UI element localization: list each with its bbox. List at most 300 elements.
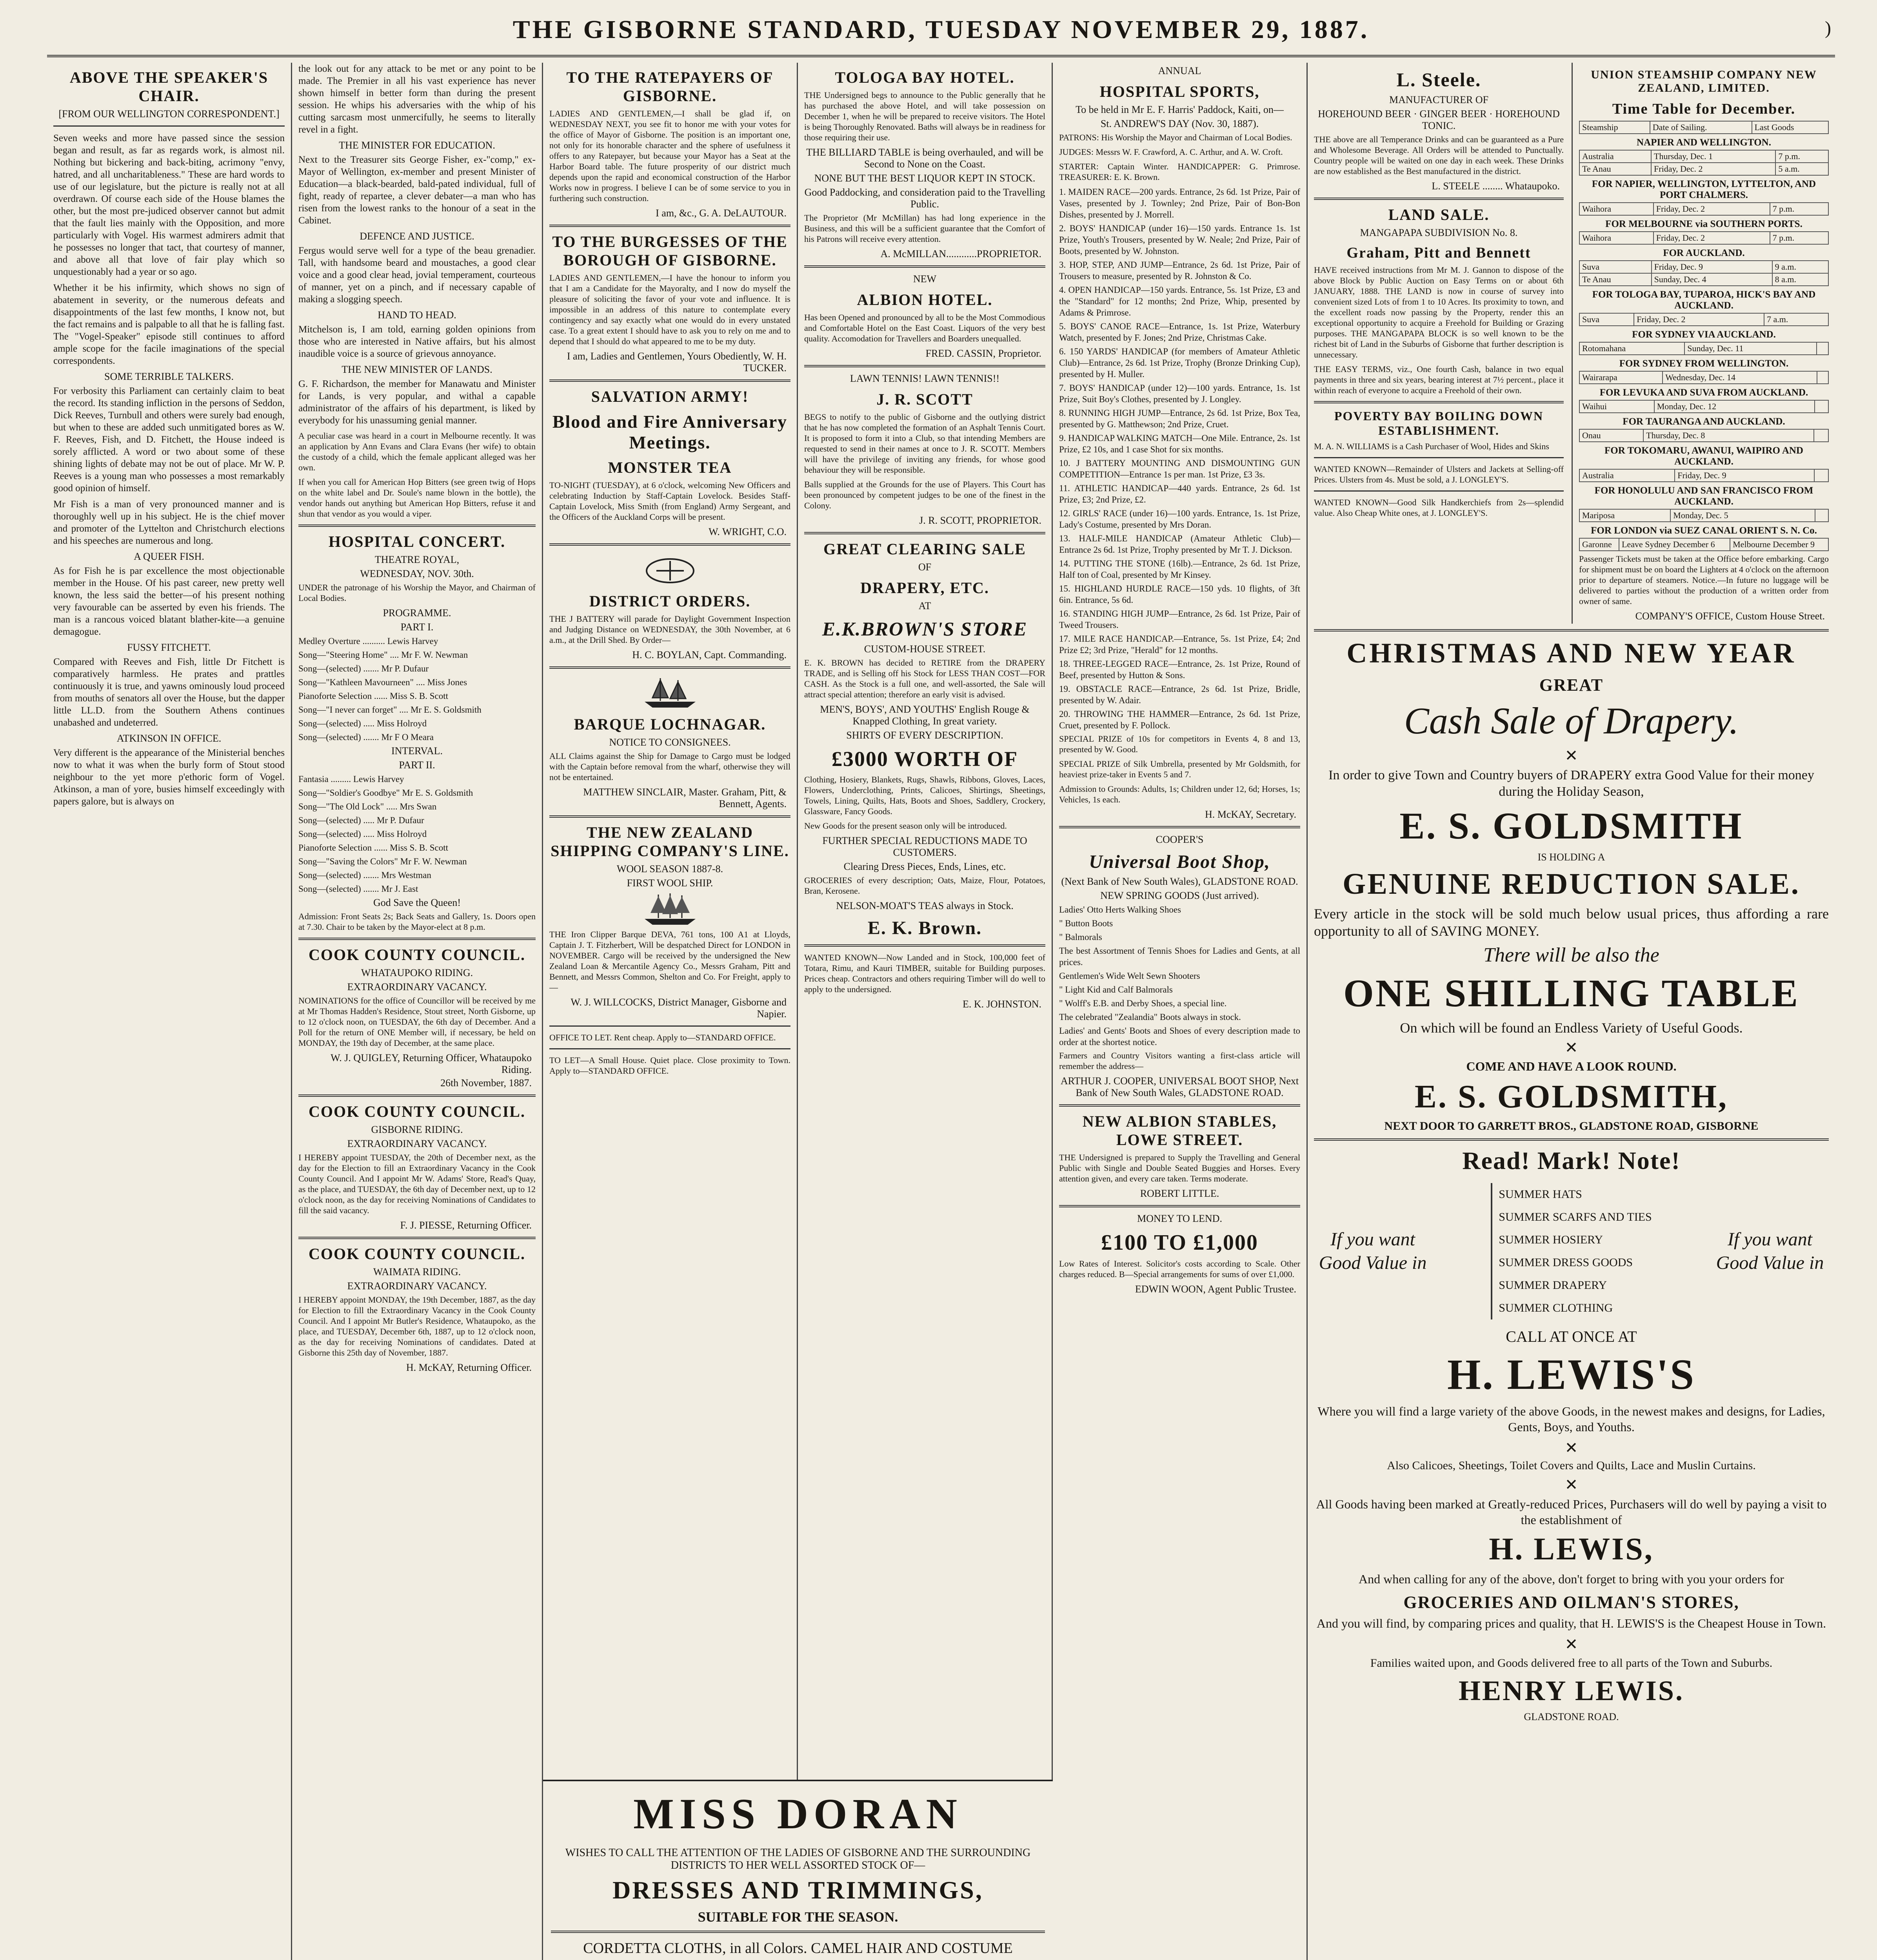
table-cell [1815, 509, 1828, 522]
table-cell: Friday, Dec. 2 [1634, 313, 1764, 326]
programme-item: Fantasia ......... Lewis Harvey [298, 774, 404, 784]
summer-item: SUMMER DRESS GOODS [1499, 1256, 1633, 1269]
divider [804, 532, 1045, 534]
table-row [1579, 313, 1828, 326]
land-firm: Graham, Pitt and Bennett [1346, 245, 1531, 261]
table-row [1579, 509, 1828, 522]
notice-body: LADIES AND GENTLEMEN,—I have the honour to inform you that I am a Candidate for the Mayoralty, and I now do myself the pleasure of soliciting the favor of your vote and influence. It is impossible in an address of this nature to contemplate every contingency and say exactly what one would do in every unstated case. To a great extent I should have to ask you to rely on me and to depend that I should do what appeared to me to be my duty. [549, 273, 790, 346]
albion-title: ALBION HOTEL. [857, 291, 993, 309]
programme-list [298, 635, 536, 743]
article-subheading: FUSSY FITCHETT. [127, 642, 211, 653]
article-paragraph: Mr Fish is a man of very pronounced manner and is thoroughly well up in his subject. He is the chief mover and promoter of the Lyttelton and Christchurch elections and his speeches are numerous and long. [53, 499, 285, 546]
newspaper-title: THE GISBORNE STANDARD, TUESDAY NOVEMBER 29, 1887. [512, 15, 1370, 44]
sale-of: OF [918, 561, 932, 573]
programme-item: Song—"Saving the Colors" Mr F. W. Newman [298, 857, 467, 866]
sports-event: 16. STANDING HIGH JUMP—Entrance, 2s 6d. 1st Prize, Pair of Tweed Trousers. [1059, 609, 1300, 630]
divider [804, 365, 1045, 367]
sale-store: E.K.BROWN'S STORE [822, 618, 1028, 640]
sports-event: 12. GIRLS' RACE (under 16)—100 yards. Entrance, 1s. 1st Prize, Lady's Costume, presented by Mrs Doran. [1059, 508, 1300, 530]
boiling-title: POVERTY BAY BOILING DOWN ESTABLISHMENT. [1334, 409, 1544, 437]
genuine-sale: GENUINE REDUCTION SALE. [1343, 867, 1800, 900]
route-table [1579, 429, 1829, 442]
hotel-paddock: Good Paddocking, and consideration paid to the Travelling Public. [804, 187, 1045, 210]
table-cell: Friday, Dec. 9 [1675, 469, 1814, 482]
sports-event: 13. HALF-MILE HANDICAP (Amateur Athletic Club)—Entrance 2s 6d. 1st Prize, Trophy presented by Mr T. J. Dickson. [1059, 534, 1300, 555]
divider [1314, 401, 1564, 403]
council-riding: WHATAUPOKO RIDING. [361, 967, 473, 978]
lewis-big: H. LEWIS'S [1447, 1350, 1696, 1398]
programme-item: Song—"Steering Home" .... Mr F. W. Newman [298, 650, 468, 660]
sale-goods: New Goods for the present season only will be introduced. [804, 821, 1007, 831]
table-row [1579, 429, 1828, 442]
sports-event: 15. HIGHLAND HURDLE RACE—150 yds. 10 flights, of 3ft 6in. Entrance, 5s 6d. [1059, 584, 1300, 605]
barque-signature: MATTHEW SINCLAIR, Master. Graham, Pitt, & Bennett, Agents. [583, 786, 787, 809]
great-label: GREAT [1539, 675, 1604, 695]
programme-item: Pianoforte Selection ...... Miss S. B. Scott [298, 843, 449, 853]
programme-part: PART II. [399, 759, 435, 771]
scott-body: BEGS to notify to the public of Gisborne and the outlying district that he has now completed the formation of an Asphalt Tennis Court. It is proposed to form it into a Club, so that intending Members are requested to send in their names at once to J. R. SCOTT. Members will have the privilege of inviting any friends, for whose good behaviour they will be responsible. [804, 412, 1045, 475]
sports-special: SPECIAL PRIZE of Silk Umbrella, presented by Mr Goldsmith, for heaviest prize-taker in Events 5 and 7. [1059, 759, 1300, 779]
summer-item: SUMMER DRAPERY [1499, 1279, 1607, 1292]
council-date: 26th November, 1887. [440, 1077, 532, 1089]
divider [298, 1094, 536, 1097]
top-right-block [1314, 63, 1829, 624]
council-signature: W. J. QUIGLEY, Returning Officer, Whataupoko Riding. [331, 1052, 532, 1075]
ornament-icon: ✕ [1564, 747, 1578, 764]
table-cell: Rotomahana [1579, 342, 1684, 355]
sports-event: 10. J BATTERY MOUNTING AND DISMOUNTING GUN COMPETITION—Entrance 1s per man. 1st Prize, £3 3s. [1059, 458, 1300, 479]
boot-signature: ARTHUR J. COOPER, UNIVERSAL BOOT SHOP, Next Bank of New South Wales, GLADSTONE ROAD. [1060, 1075, 1299, 1098]
tennis-title: LAWN TENNIS! LAWN TENNIS!! [850, 373, 1000, 384]
programme-item: Pianoforte Selection ...... Miss S. B. Scott [298, 691, 449, 701]
sale-worth: £3000 WORTH OF [831, 747, 1018, 771]
summer-item: SUMMER HATS [1499, 1188, 1582, 1201]
council-notice: I HEREBY appoint TUESDAY, the 20th of December next, as the day for the Election to fill an Extraordinary Vacancy in the Cook County Council. And I appoint Mr W. Adams' Store, Read's Quay, as the place, and TUESDAY, the 6th day of December next, up to 12 o'clock noon, as the day for receiving Nominations of Candidates to fill the said vacancy. [298, 1152, 536, 1215]
sports-event: 18. THREE-LEGGED RACE—Entrance, 2s. 1st Prize, Round of Beef, presented by Hutton & Sons. [1059, 659, 1300, 680]
sports-judges: JUDGES: Messrs W. F. Crawford, A. C. Arthur, and A. W. Croft. [1059, 147, 1283, 157]
table-cell: Friday, Dec. 2 [1654, 203, 1770, 215]
sports-event: 11. ATHLETIC HANDICAP—440 yards. Entrance, 2s 6d. 1st Prize, £3; 2nd Prize, £2. [1059, 483, 1300, 505]
sports-event: 7. BOYS' HANDICAP (under 12)—100 yards. Entrance, 1s. 1st Prize, Suit Boy's Clothes, presented by J. Longley. [1059, 383, 1300, 404]
route-heading: FOR TOLOGA BAY, TUPAROA, HICK'S BAY AND AUCKLAND. [1592, 289, 1816, 311]
timetable-title: Time Table for December. [1612, 101, 1796, 117]
column-3 [543, 63, 798, 1960]
divider [298, 524, 536, 527]
summer-item: SUMMER CLOTHING [1499, 1301, 1613, 1314]
council-signature: H. McKAY, Returning Officer. [406, 1362, 532, 1373]
divider [551, 1931, 1045, 1933]
column-6 [1308, 63, 1835, 1960]
sale-drapery: DRAPERY, ETC. [860, 579, 989, 597]
programme-title: PROGRAMME. [383, 607, 451, 619]
table-cell: Sunday, Dec. 4 [1652, 273, 1772, 286]
money-amount: £100 TO £1,000 [1101, 1230, 1258, 1255]
table-cell: Thursday, Dec. 8 [1643, 429, 1814, 442]
sports-patrons: PATRONS: His Worship the Mayor and Chairman of Local Bodies. [1059, 132, 1292, 142]
table-cell: Suva [1579, 261, 1652, 273]
boot-address: (Next Bank of New South Wales), GLADSTONE ROAD. [1061, 876, 1298, 887]
advert-hop-bitters: If when you call for American Hop Bitters (see green twig of Hops on the white label and Dr. Soule's name blown in the bottle), the vendor hands out anything but American Hop Bitters, refuse it and shun that vendor as you would a viper. [298, 477, 536, 519]
article-subheading: THE NEW MINISTER OF LANDS. [342, 364, 492, 375]
article-paragraph: Seven weeks and more have passed since the session began and result, as far as regards work, is almost nil. Nothing but bickering and back-biting, acrimony "envy, hatred, and all uncharitableness." These are hard words to use of our legislature, but the picture is really not at all overdrawn. Of course each side of the House blames the other, but the most pre-judiced observer cannot but admit that the fault lies mainly with the Opposition, and more particularly with Vogel. His warmest admirers admit that he possesses no longer that tact, that courtesy of manner, and above all that love of fair play which so unquestionably had a year or so ago. [53, 133, 285, 277]
table-row [1579, 163, 1828, 175]
sports-event: 8. RUNNING HIGH JUMP—Entrance, 2s 6d. 1st Prize, Box Tea, presented by G. Matthewson; 2nd Prize, Cruet. [1059, 408, 1300, 429]
doran-title: MISS DORAN [633, 1790, 963, 1838]
ornament-icon: ✕ [1564, 1635, 1578, 1653]
route-table [1579, 202, 1829, 216]
table-row [1579, 261, 1828, 273]
news-item: A peculiar case was heard in a court in Melbourne recently. It was an application by Ann Evans and Clara Evans (her wife) to obtain the custody of a child, which the female applicant alleged was her own. [298, 431, 536, 472]
sale-house: CUSTOM-HOUSE STREET. [864, 643, 986, 655]
money-signature: EDWIN WOON, Agent Public Trustee. [1135, 1283, 1296, 1295]
order-text: In order to give Town and Country buyers of DRAPERY extra Good Value for their money during the Holiday Season, [1328, 768, 1814, 799]
boiling-body: M. A. N. WILLIAMS is a Cash Purchaser of Wool, Hides and Skins [1314, 441, 1549, 451]
council-notice: I HEREBY appoint MONDAY, the 19th December, 1887, as the day for Election to fill the Extraordinary Vacancy in the Cook County Council. And I appoint Mr Butler's Residence, Whataupoko, as the place, and TUESDAY, December 6th, 1887, up to 12 o'clock noon, as the day for receiving Nominations of candidates. Dated at Gisborne this 25th day of November, 1887. [298, 1295, 536, 1357]
boot-title: Universal Boot Shop, [1089, 851, 1270, 872]
shipping-first: FIRST WOOL SHIP. [627, 877, 713, 889]
route-table [1579, 469, 1829, 482]
lewis-body: And when calling for any of the above, don't forget to bring with you your orders for [1359, 1572, 1784, 1586]
lewis-body: Where you will find a large variety of the above Goods, in the newest makes and designs, for Ladies, Gents, Boys, and Youths. [1317, 1404, 1825, 1434]
xmas-title: CHRISTMAS AND NEW YEAR [1346, 637, 1796, 669]
table-cell: Garonne [1579, 538, 1619, 551]
doran-dresses: DRESSES AND TRIMMINGS, [612, 1876, 983, 1904]
house-to-let: TO LET—A Small House. Quiet place. Close proximity to Town. Apply to—STANDARD OFFICE. [549, 1055, 790, 1076]
summer-item: SUMMER SCARFS AND TIES [1499, 1210, 1652, 1223]
concert-admission: Admission: Front Seats 2s; Back Seats and Gallery, 1s. Doors open at 7.30. Chair to be taken by the Mayor-elect at 8 p.m. [298, 911, 536, 932]
one-shilling-table: ONE SHILLING TABLE [1343, 971, 1800, 1015]
table-cell: 9 a.m. [1772, 261, 1828, 273]
divider [1314, 490, 1564, 492]
doran-wishes: WISHES TO CALL THE ATTENTION OF THE LADIES OF GISBORNE AND THE SURROUNDING DISTRICTS TO HER WELL ASSORTED STOCK OF— [565, 1847, 1031, 1871]
divider [1314, 198, 1564, 200]
hotel-liquor: NONE BUT THE BEST LIQUOR KEPT IN STOCK. [814, 172, 1036, 184]
route-heading: FOR MELBOURNE via SOUTHERN PORTS. [1605, 219, 1803, 229]
route-table [1579, 400, 1829, 413]
divider [549, 666, 790, 669]
table-cell: Friday, Dec. 2 [1651, 163, 1775, 175]
article-paragraph: Compared with Reeves and Fish, little Dr Fitchett is comparatively harmless. He prates and prattles continuously it is true, and yawns ominously loud proceed from mouths of senators all over the House, but the dapper little LL.D. from the Southern Athens continues unabashed and undeterred. [53, 657, 285, 728]
on-which: On which will be found an Endless Variety of Useful Goods. [1400, 1020, 1743, 1036]
good-value-left: If you want Good Value in [1319, 1229, 1427, 1273]
barque-title: BARQUE LOCHNAGAR. [574, 715, 766, 733]
page-mark: ) [1825, 18, 1831, 38]
divider [549, 1048, 790, 1049]
article-paragraph: Very different is the appearance of the Ministerial benches now to what it was when the burly form of Stout stood neighbour to the yet more p'ethoric form of Vogel. Atkinson, a man of yore, busies himself exceedingly with papers galore, but is always on [53, 748, 285, 807]
stables-body: THE Undersigned is prepared to Supply the Travelling and General Public with Single and Double Seated Buggies and Horses. Every attention given, and every care taken. Terms moderate. [1059, 1152, 1300, 1183]
call-at-once: CALL AT ONCE AT [1506, 1328, 1637, 1345]
table-cell: Te Anau [1579, 163, 1651, 175]
steamship-title: UNION STEAMSHIP COMPANY NEW ZEALAND, LIMITED. [1591, 68, 1817, 94]
masthead [47, 8, 1835, 57]
route-table [1579, 538, 1829, 551]
scott-signature: J. R. SCOTT, PROPRIETOR. [919, 515, 1041, 526]
boot-item: " Wolff's E.B. and Derby Shoes, a special line. [1059, 998, 1227, 1008]
sports-admission: Admission to Grounds: Adults, 1s; Children under 12, 6d; Horses, 1s; Vehicles, 1s each. [1059, 784, 1300, 804]
salvation-subtitle: Blood and Fire Anniversary Meetings. [552, 412, 788, 452]
shipping-body: THE Iron Clipper Barque DEVA, 761 tons, 100 A1 at Lloyds, Captain J. T. Fitzherbert, Will be despatched Direct for LONDON in NOVEMBER. Cargo will be received by the undersigned the New Zealand Loan & Mercantile Agency Co., Messrs Graham, Pitt and Bennett, and Messrs Common, Shelton and Co. For Freight, apply to— [549, 929, 790, 992]
salvation-tea: MONSTER TEA [608, 459, 732, 476]
programme-part: PART I. [400, 621, 434, 633]
boot-item: Gentlemen's Wide Welt Sewn Shooters [1059, 971, 1200, 981]
steele-products: HOREHOUND BEER · GINGER BEER · HOREHOUND TONIC. [1318, 108, 1560, 131]
come-look: COME AND HAVE A LOOK ROUND. [1466, 1059, 1677, 1073]
sports-secretary: H. McKAY, Secretary. [1205, 809, 1296, 820]
ornament-icon: ✕ [1564, 1039, 1578, 1056]
route-table [1579, 509, 1829, 522]
sports-event: 5. BOYS' CANOE RACE—Entrance, 1s. 1st Prize, Waterbury Watch, presented by F. Jones; 2nd Prize, Christmas Cake. [1059, 321, 1300, 343]
sports-event: 6. 150 YARDS' HANDICAP (for members of Amateur Athletic Club)—Entrance, 2s 6d. 1st Prize, Trophy (Bronze Drinking Cup), presented by H. Muller. [1059, 347, 1300, 379]
cash-sale-heading: Cash Sale of Drapery. [1404, 700, 1739, 742]
sale-worth-body: Clothing, Hosiery, Blankets, Rugs, Shawls, Ribbons, Gloves, Laces, Flowers, Underclothing, Prints, Calicoes, Shirtings, Sheetings, Towels, Lining, Quilts, Hats, Boots and Shoes, Saddlery, Crockery, Glassware, Fancy Goods. [804, 775, 1045, 816]
boot-item: Ladies' Otto Herts Walking Shoes [1059, 905, 1181, 915]
goldsmith-address: NEXT DOOR TO GARRETT BROS., GLADSTONE ROAD, GISBORNE [1384, 1120, 1759, 1132]
divider [1059, 1104, 1300, 1107]
steele-title: L. Steele. [1396, 69, 1481, 91]
table-cell [1815, 400, 1828, 413]
table-row [1579, 342, 1828, 355]
route-table [1579, 231, 1829, 245]
route-table [1579, 342, 1829, 355]
council-sub: EXTRAORDINARY VACANCY. [347, 981, 487, 993]
boot-item: The celebrated "Zealandia" Boots always in stock. [1059, 1012, 1241, 1022]
column-5 [1053, 63, 1308, 1960]
route-heading: FOR TOKOMARU, AWANUI, WAIPIRO AND AUCKLAND. [1604, 445, 1803, 467]
table-cell: Leave Sydney December 6 [1619, 538, 1730, 551]
article-paragraph: As for Fish he is par excellence the most objectionable member in the House. Of his past career, new pretty well known, the less said the better—of his present nothing very favourable can be asserted by even his friends. The man is a rancous voiced blatant blather-kite—a genuine demagogue. [53, 566, 285, 637]
table-row [1579, 469, 1828, 482]
table-cell: 8 a.m. [1772, 273, 1828, 286]
programme-item: Song—(selected) ....... Mr F O Meara [298, 732, 434, 742]
sports-event: 17. MILE RACE HANDICAP.—Entrance, 5s. 1st Prize, £4; 2nd Prize £2; 3rd Prize, "Herald" for 12 months. [1059, 634, 1300, 655]
programme-item: Song—"The Old Lock" ..... Mrs Swan [298, 802, 437, 811]
steamship-notes: Passenger Tickets must be taken at the Office before embarking. Cargo for shipment must be on board the Lighters at 4 o'clock on the afternoon prior to departure of steamers. Notice.—In future no luggage will be delivered to parties without the production of a written order from owner of same. [1579, 554, 1829, 606]
divider [549, 543, 790, 546]
programme-item: Medley Overture .......... Lewis Harvey [298, 636, 438, 646]
programme-item: Song—(selected) ..... Mr P. Dufaur [298, 815, 424, 825]
sale-shirts: SHIRTS OF EVERY DESCRIPTION. [846, 730, 1003, 741]
office-to-let: OFFICE TO LET. Rent cheap. Apply to—STANDARD OFFICE. [549, 1033, 776, 1042]
read-mark-note: Read! Mark! Note! [1462, 1147, 1681, 1174]
header-cell: Date of Sailing. [1650, 121, 1752, 134]
route-table [1579, 260, 1829, 286]
route-heading: FOR LEVUKA AND SUVA FROM AUCKLAND. [1599, 387, 1808, 398]
lewis-body: Families waited upon, and Goods delivered free to all parts of the Town and Suburbs. [1370, 1657, 1773, 1670]
article-subheading: THE MINISTER FOR EDUCATION. [339, 140, 495, 151]
timetable-routes [1579, 137, 1829, 551]
header-cell: Last Goods [1752, 121, 1828, 134]
albion-body: Has been Opened and pronounced by all to be the Most Commodious and Comfortable Hotel on the East Coast. Liquors of the very best quality. Accomodation for Travellers and Boarders unequalled. [804, 312, 1045, 343]
divider [804, 944, 1045, 947]
table-cell: Sunday, Dec. 11 [1684, 342, 1817, 355]
table-cell [1817, 371, 1828, 384]
article-heading: ABOVE THE SPEAKER'S CHAIR. [69, 69, 269, 105]
table-cell: Wairarapa [1579, 371, 1663, 384]
article-paragraph: Next to the Treasurer sits George Fisher, ex-"comp," ex-Mayor of Wellington, ex-member and present Minister of Education—a black-bearded, bald-pated individual, full of fight, ready of repartee, a clever debater—a man who has risen from the lowest ranks to the honour of a seat in the Cabinet. [298, 154, 536, 226]
henry-lewis: HENRY LEWIS. [1459, 1675, 1684, 1706]
divider [1314, 629, 1829, 632]
timber-body: WANTED KNOWN—Now Landed and in Stock, 100,000 feet of Totara, Rimu, and Kauri TIMBER, suitable for Building purposes. Prices cheap. Contractors and others requiring Timber will do well to apply to the undersigned. [804, 953, 1045, 994]
there-will: There will be also the [1483, 944, 1659, 966]
route-heading: FOR TAURANGA AND AUCKLAND. [1623, 416, 1785, 427]
divider [1059, 826, 1300, 828]
lewis-name: H. LEWIS, [1489, 1532, 1654, 1566]
route-table [1579, 313, 1829, 326]
summer-block [1314, 1183, 1829, 1319]
notice-body: LADIES AND GENTLEMEN,—I shall be glad if, on WEDNESDAY NEXT, you see fit to honor me with your votes for the office of Mayor of Gisborne. The position is an important one, not only for its honorable character and the sphere of usefulness it offers to any Ratepayer, but because your Mayor has a Seat at the Harbor Board table. The future prosperity of our district much depends upon the rapid and economical construction of the Harbor Works now in progress. I believe I can be of some service to you in furthering such construction. [549, 109, 790, 203]
table-row [1579, 400, 1828, 413]
table-cell: Te Anau [1579, 273, 1652, 286]
table-cell: Monday, Dec. 12 [1654, 400, 1815, 413]
programme-item: Song—(selected) ....... Mrs Westman [298, 870, 431, 880]
crest-icon [641, 551, 700, 586]
divider [1314, 457, 1564, 458]
hotel-signature: A. McMILLAN............PROPRIETOR. [880, 248, 1041, 260]
scott-body: Balls supplied at the Grounds for the use of Players. This Court has been pronounced by competent judges to be one of the finest in the Colony. [804, 479, 1045, 510]
table-row [1579, 150, 1828, 163]
hotel-body: THE Undersigned begs to announce to the Public generally that he has purchased the above Hotel, and will take possession on December 1, when he will be prepared to receive visitors. The Hotel is being Thoroughly Renovated. Baths will always be in readiness for those requiring their use. [804, 90, 1045, 142]
table-row [1579, 203, 1828, 215]
ornament-icon: ✕ [1564, 1476, 1578, 1494]
summer-list [1491, 1183, 1652, 1319]
salvation-title: SALVATION ARMY! [591, 388, 749, 405]
boot-item: " Light Kid and Calf Balmorals [1059, 985, 1173, 995]
table-cell: Wednesday, Dec. 14 [1663, 371, 1817, 384]
table-cell: Thursday, Dec. 1 [1651, 150, 1775, 163]
steele-sub: MANUFACTURER OF [1389, 94, 1489, 105]
table-cell [1814, 469, 1828, 482]
divider [298, 1237, 536, 1239]
table-cell: Waihora [1579, 232, 1654, 244]
table-row [1579, 273, 1828, 286]
good-value-right: If you want Good Value in [1716, 1229, 1824, 1273]
table-cell: Australia [1579, 469, 1675, 482]
divider [804, 265, 1045, 268]
council-title: COOK COUNTY COUNCIL. [309, 1103, 525, 1120]
albion-signature: FRED. CASSIN, Proprietor. [925, 348, 1041, 359]
sale-clearing: Clearing Dress Pieces, Ends, Lines, etc. [843, 861, 1006, 872]
interval: INTERVAL. [391, 745, 443, 757]
stables-signature: ROBERT LITTLE. [1140, 1188, 1219, 1199]
concert-date: WEDNESDAY, NOV. 30th. [360, 568, 474, 579]
lewis-body: And you will find, by comparing prices and quality, that H. LEWIS'S is the Cheapest House in Town. [1316, 1616, 1826, 1630]
council-title: COOK COUNTY COUNCIL. [309, 1245, 525, 1263]
lewis-body: Also Calicoes, Sheetings, Toilet Covers and Quilts, Lace and Muslin Curtains. [1387, 1459, 1756, 1472]
sports-event: 20. THROWING THE HAMMER—Entrance, 2s 6d. 1st Prize, Cruet, presented by F. Pollock. [1059, 709, 1300, 730]
barque-body: ALL Claims against the Ship for Damage to Cargo must be lodged with the Captain before removal from the wharf, otherwise they will not be entertained. [549, 751, 790, 782]
route-heading: FOR SYDNEY VIA AUCKLAND. [1632, 329, 1776, 340]
shipping-signature: W. J. WILLCOCKS, District Manager, Gisborne and Napier. [571, 996, 787, 1020]
ship-icon [641, 674, 700, 710]
district-signature: H. C. BOYLAN, Capt. Commanding. [632, 649, 787, 661]
table-cell: Suva [1579, 313, 1634, 326]
sports-starter: STARTER: Captain Winter. HANDICAPPER: G. Primrose. TREASURER: E. K. Brown. [1059, 162, 1300, 182]
programme-item: Song—(selected) ....... Mr J. East [298, 884, 418, 894]
wanted-handkerchiefs: WANTED KNOWN—Good Silk Handkerchiefs from 2s—splendid value. Also Cheap White ones, at J. LONGLEY'S. [1314, 497, 1564, 518]
holding-label: IS HOLDING A [1537, 851, 1605, 863]
programme-item: Song—"I never can forget" .... Mr E. S. Goldsmith [298, 705, 482, 715]
hotel-body: The Proprietor (Mr McMillan) has had long experience in the Business, and this will be a sufficient guarantee that the Comfort of his Patrons will receive every attention. [804, 213, 1045, 244]
doran-season: SUITABLE FOR THE SEASON. [698, 1909, 898, 1925]
programme-item: Song—"Kathleen Mavourneen" .... Miss Jones [298, 677, 467, 687]
sports-event: 14. PUTTING THE STONE (16lb).—Entrance, 2s 6d. 1st Prize, Half ton of Coal, presented by Mr Kinsey. [1059, 559, 1300, 580]
land-title: LAND SALE. [1388, 206, 1490, 223]
money-body: Low Rates of Interest. Solicitor's costs according to Scale. Other charges reduced. B—Special arrangements for sums of over £1,000. [1059, 1259, 1300, 1279]
hotel-billiard: THE BILLIARD TABLE is being overhauled, and will be Second to None on the Coast. [806, 147, 1043, 170]
notice-title: TO THE BURGESSES OF THE BOROUGH OF GISBORNE. [552, 233, 788, 269]
column-1 [47, 63, 292, 1960]
table-cell: Friday, Dec. 9 [1652, 261, 1772, 273]
table-cell: Onau [1579, 429, 1643, 442]
route-heading: FOR SYDNEY FROM WELLINGTON. [1619, 358, 1789, 369]
programme-item: Song—(selected) ....... Mr P. Dufaur [298, 664, 429, 673]
district-body: THE J BATTERY will parade for Daylight Government Inspection and Judging Distance on WEDNESDAY, the 30th November, at 6 a.m., at the Drill Shed. By Order— [549, 614, 790, 645]
route-table [1579, 150, 1829, 176]
land-terms: THE EASY TERMS, viz., One fourth Cash, balance in two equal payments in three and six years, bearing interest at 7½ percent., place it within reach of everyone to acquire a Freehold of their own. [1314, 364, 1564, 395]
anthem: God Save the Queen! [373, 897, 461, 908]
shipping-title: THE NEW ZEALAND SHIPPING COMPANY'S LINE. [551, 824, 789, 860]
divider [549, 1025, 790, 1027]
divider [549, 815, 790, 818]
table-cell: Monday, Dec. 5 [1670, 509, 1815, 522]
table-cell: 7 a.m. [1764, 313, 1828, 326]
scott-title: J. R. SCOTT [876, 390, 973, 408]
council-riding: GISBORNE RIDING. [371, 1124, 463, 1135]
table-row [1579, 538, 1828, 551]
table-cell: Mariposa [1579, 509, 1670, 522]
table-cell: 5 a.m. [1775, 163, 1828, 175]
sale-body: E. K. BROWN has decided to RETIRE from the DRAPERY TRADE, and is Selling off his Stock for LESS THAN COST—FOR CASH. As the Stock is a full one, and well-assorted, the Sale will attract special attention; therefore an early visit is advised. [804, 658, 1045, 699]
concert-title: HOSPITAL CONCERT. [328, 533, 506, 550]
article-paragraph: Whether it be his infirmity, which shows no sign of abatement in severity, or the numerous defeats and disappointments of the last few months, I know not, but the fact remains and is palpable to all that he is falling fast. The "Vogel-Speaker" episode still continues to afford ample scope for the facile imaginations of the special correspondents. [53, 283, 285, 366]
table-cell: Waihora [1579, 203, 1654, 215]
sale-reductions: FURTHER SPECIAL REDUCTIONS MADE TO CUSTOMERS. [822, 835, 1027, 858]
divider [549, 225, 790, 227]
divider [298, 938, 536, 940]
table-row [1579, 232, 1828, 244]
route-heading: FOR LONDON via SUEZ CANAL ORIENT S. N. Co. [1591, 525, 1817, 536]
salvation-body: TO-NIGHT (TUESDAY), at 6 o'clock, welcoming New Officers and celebrating Induction by Staff-Captain Lovelock. Besides Staff-Captain Lovelock, Miss Smith (from England) Army Sergeant, and the Officers of the Auckland Corps will be present. [549, 480, 790, 522]
timber-signature: E. K. JOHNSTON. [962, 998, 1041, 1010]
programme-item: Song—(selected) ..... Miss Holroyd [298, 719, 427, 728]
council-sub: EXTRAORDINARY VACANCY. [347, 1138, 487, 1149]
boot-note: Farmers and Country Visitors wanting a first-class article will remember the address— [1059, 1051, 1300, 1071]
article-paragraph: Fergus would serve well for a type of the beau grenadier. Tall, with handsome beard and moustaches, a good clear voice and a good clear head, jovial temperament, courteous of manner, yet on a pinch, and if necessary capable of making a slogging speech. [298, 245, 536, 305]
money-title: MONEY TO LEND. [1137, 1213, 1222, 1224]
boot-item: " Balmorals [1059, 932, 1102, 942]
sports-event: 4. OPEN HANDICAP—150 yards. Entrance, 5s. 1st Prize, £3 and the "Standard" for 12 months; 2nd Prize, Whip, presented by Adams & Primrose. [1059, 285, 1300, 318]
article-paragraph: Mitchelson is, I am told, earning golden opinions from those who are interested in Native affairs, but his almost inaudible voice is a source of grievous annoyance. [298, 324, 536, 359]
article-paragraph: the look out for any attack to be met or any point to be made. The Premier in all his vast experience has never shown himself in better form than during the present session. He whips his adversaries with the whip of his cutting sarcasm most unmercifully, he seems to literally revel in a fight. [298, 64, 536, 135]
table-cell: 7 p.m. [1775, 150, 1828, 163]
divider [549, 379, 790, 382]
article-paragraph: G. F. Richardson, the member for Manawatu and Minister for Lands, is very popular, and withal a capable administrator of the affairs of his department, is liked by everybody for his unassuming genial manner. [298, 379, 536, 426]
notice-title: TO THE RATEPAYERS OF GISBORNE. [566, 69, 774, 105]
steele-body: THE above are all Temperance Drinks and can be guaranteed as a Pure and Wholesome Beverage. All Orders will be attended to Punctually. Country people will be waited on one day in each week. These Drinks are now established as the Best manufactured in the district. [1314, 134, 1564, 176]
column-2 [292, 63, 543, 1960]
column-4 [798, 63, 1053, 1960]
article-subheading: ATKINSON IN OFFICE. [116, 733, 222, 744]
table-cell: Waihui [1579, 400, 1654, 413]
sports-date: St. ANDREW'S DAY (Nov. 30, 1887). [1100, 118, 1259, 129]
article-subheading: A QUEER FISH. [134, 551, 204, 562]
notice-signature: I am, &c., G. A. DeLAUTOUR. [656, 207, 787, 219]
article-subheading: DEFENCE AND JUSTICE. [360, 230, 474, 242]
table-cell: Friday, Dec. 2 [1654, 232, 1770, 244]
timetable-header [1579, 121, 1829, 134]
boot-items-list [1059, 904, 1300, 1048]
article-byline: [FROM OUR WELLINGTON CORRESPONDENT.] [58, 108, 280, 120]
